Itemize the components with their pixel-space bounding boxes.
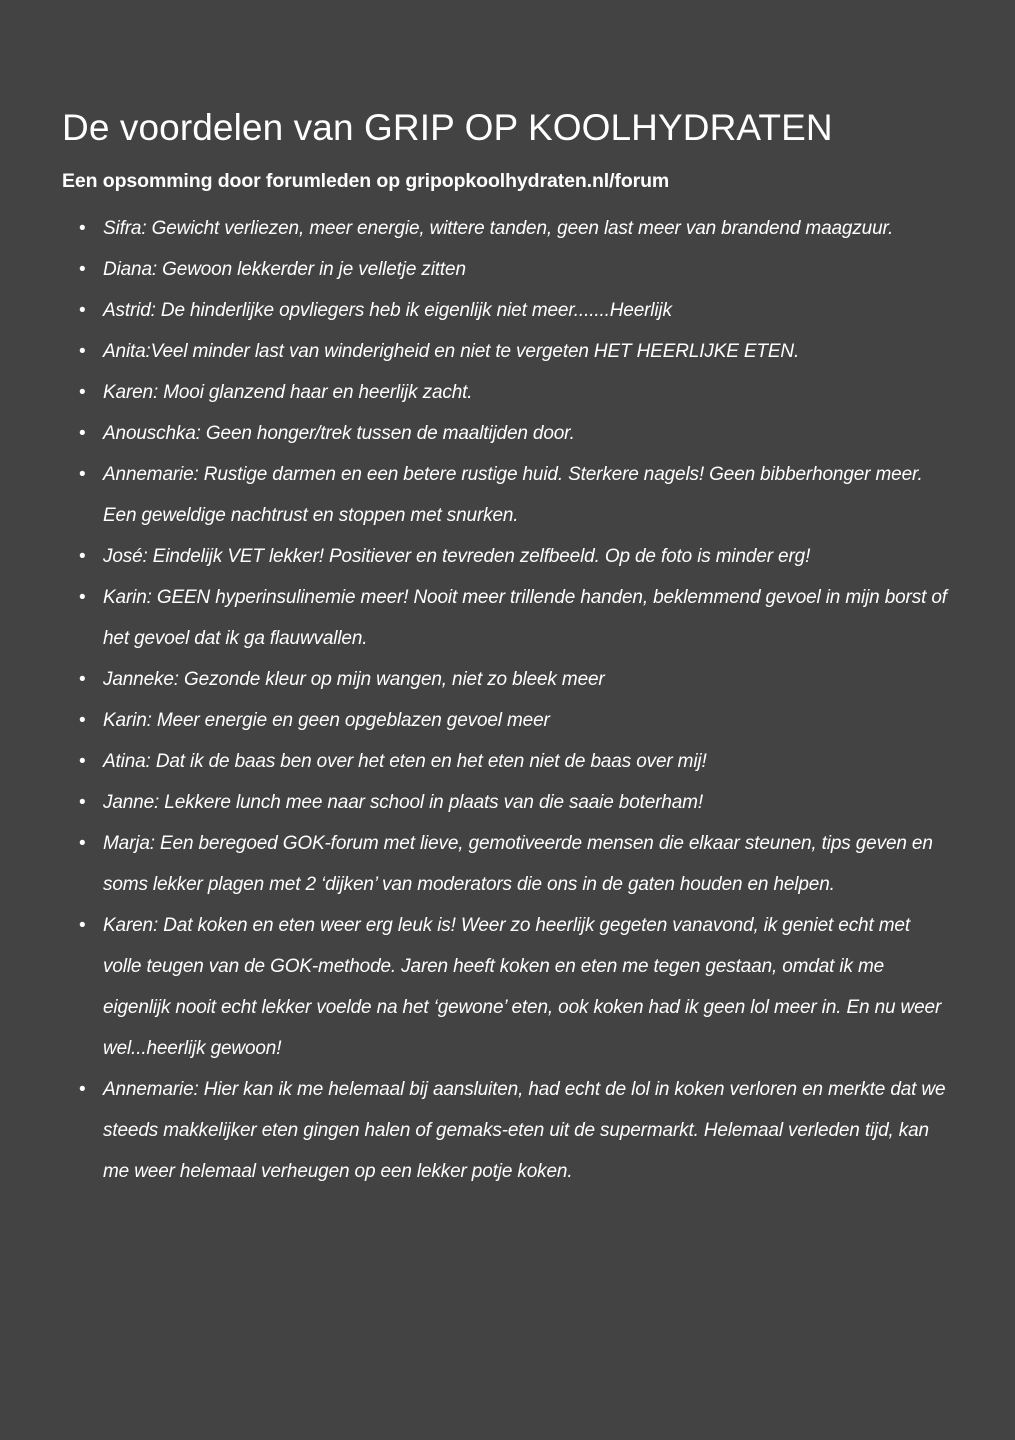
list-item-text: Karen: Dat koken en eten weer erg leuk is! Weer zo heerlijk gegeten vanavond, ik geniet echt met volle teugen van de GOK-methode. Jaren heeft koken en eten me tegen gestaan, omdat ik me eigenlijk nooit echt lekker voelde na het ‘gewone’ eten, ook koken had ik geen lol meer in. En nu weer wel...heerlijk gewoon! [103, 915, 942, 1059]
list-item-text: Karen: Mooi glanzend haar en heerlijk zacht. [103, 382, 473, 403]
bullet-point-icon: • [79, 259, 86, 280]
list-item [62, 782, 947, 823]
bullet-point-icon: • [79, 341, 86, 362]
bullet-point-icon: • [79, 669, 86, 690]
document-subtitle: Een opsomming door forumleden op gripopkoolhydraten.nl/forum [62, 170, 670, 192]
list-item-text: Karin: GEEN hyperinsulinemie meer! Nooit meer trillende handen, beklemmend gevoel in mijn borst of het gevoel dat ik ga flauwvallen. [103, 587, 947, 649]
bullet-point-icon: • [79, 587, 86, 608]
list-item-text: Diana: Gewoon lekkerder in je velletje zitten [103, 259, 466, 280]
list-item [62, 659, 947, 700]
list-item-text: Marja: Een beregoed GOK-forum met lieve, gemotiveerde mensen die elkaar steunen, tips geven en soms lekker plagen met 2 ‘dijken’ van moderators die ons in de gaten houden en helpen. [103, 833, 933, 895]
list-item [62, 741, 947, 782]
list-item [62, 905, 947, 1069]
list-item [62, 249, 947, 290]
bullet-point-icon: • [79, 546, 86, 567]
bullet-point-icon: • [79, 464, 86, 485]
list-item [62, 1069, 947, 1192]
list-item-text: Karin: Meer energie en geen opgeblazen gevoel meer [103, 710, 550, 731]
list-item-text: Janne: Lekkere lunch mee naar school in plaats van die saaie boterham! [103, 792, 703, 813]
list-item [62, 536, 947, 577]
bullet-point-icon: • [79, 218, 86, 239]
list-item [62, 372, 947, 413]
bullet-point-icon: • [79, 833, 86, 854]
bullet-point-icon: • [79, 792, 86, 813]
list-item-text: Atina: Dat ik de baas ben over het eten en het eten niet de baas over mij! [103, 751, 707, 772]
list-item [62, 208, 947, 249]
bullet-point-icon: • [79, 300, 86, 321]
list-item [62, 577, 947, 659]
benefits-list [62, 208, 947, 1192]
list-item [62, 413, 947, 454]
bullet-point-icon: • [79, 751, 86, 772]
bullet-point-icon: • [79, 423, 86, 444]
list-item-text: Anita:Veel minder last van winderigheid en niet te vergeten HET HEERLIJKE ETEN. [103, 341, 800, 362]
bullet-point-icon: • [79, 710, 86, 731]
list-item [62, 454, 947, 536]
list-item-text: José: Eindelijk VET lekker! Positiever en tevreden zelfbeeld. Op de foto is minder erg! [103, 546, 811, 567]
bullet-point-icon: • [79, 1079, 86, 1100]
list-item-text: Annemarie: Rustige darmen en een betere rustige huid. Sterkere nagels! Geen bibberhonger meer. Een geweldige nachtrust en stoppen met snurken. [103, 464, 923, 526]
list-item-text: Sifra: Gewicht verliezen, meer energie, wittere tanden, geen last meer van brandend maagzuur. [103, 218, 894, 239]
list-item [62, 290, 947, 331]
list-item-text: Anouschka: Geen honger/trek tussen de maaltijden door. [103, 423, 575, 444]
bullet-point-icon: • [79, 915, 86, 936]
list-item [62, 700, 947, 741]
bullet-point-icon: • [79, 382, 86, 403]
list-item [62, 331, 947, 372]
list-item-text: Astrid: De hinderlijke opvliegers heb ik eigenlijk niet meer.......Heerlijk [103, 300, 672, 321]
list-item [62, 823, 947, 905]
page-title: De voordelen van GRIP OP KOOLHYDRATEN [62, 106, 833, 148]
list-item-text: Janneke: Gezonde kleur op mijn wangen, niet zo bleek meer [103, 669, 605, 690]
list-item-text: Annemarie: Hier kan ik me helemaal bij aansluiten, had echt de lol in koken verloren en merkte dat we steeds makkelijker eten gingen halen of gemaks-eten uit de supermarkt. Helemaal verleden tijd, kan me weer helemaal verheugen op een lekker potje koken. [103, 1079, 946, 1182]
